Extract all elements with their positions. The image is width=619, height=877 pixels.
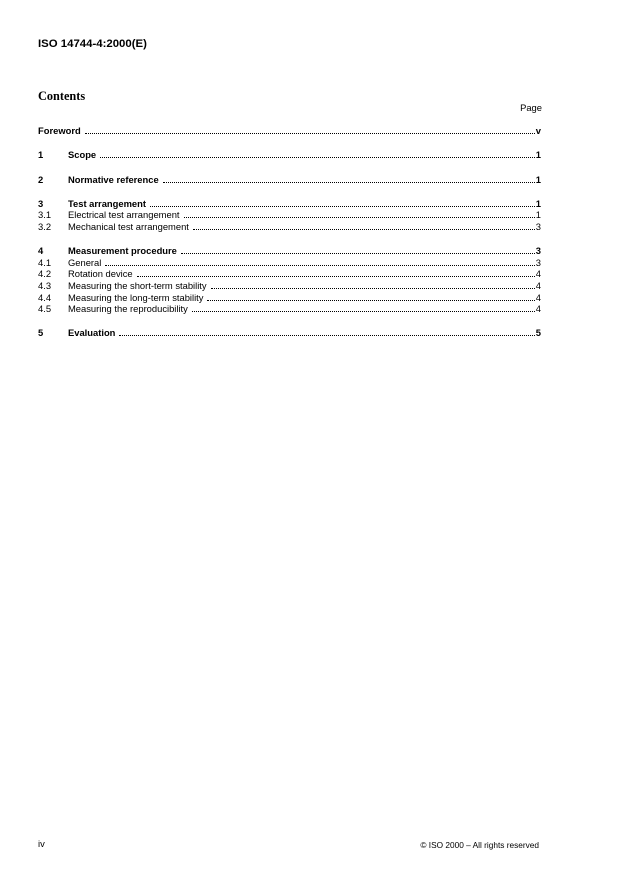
toc-entry-page: 1	[535, 209, 541, 221]
toc-entry-title: Evaluation	[68, 327, 116, 339]
toc-entry-title: Measuring the short-term stability	[68, 279, 207, 291]
toc-entry-number: 4.1	[38, 256, 52, 268]
toc-entry-page: 5	[535, 327, 541, 339]
dot-leader	[211, 288, 535, 289]
toc-entry-rotation-device	[38, 268, 541, 280]
toc-entry-page: 3	[535, 245, 541, 257]
toc-entry-measurement-procedure	[38, 245, 541, 257]
page-column-label: Page	[520, 101, 542, 113]
toc-entry-number: 4.4	[38, 291, 52, 303]
toc-entry-evaluation	[38, 327, 541, 339]
toc-entry-page: 1	[535, 149, 541, 161]
toc-entry-normative-reference	[38, 174, 541, 186]
toc-entry-page: 1	[535, 173, 541, 185]
toc-entry-number: 3.2	[38, 220, 52, 232]
toc-entry-page: 4	[535, 268, 541, 280]
dot-leader	[105, 265, 534, 266]
toc-entry-title: Measuring the reproducibility	[68, 303, 188, 315]
toc-entry-title: Test arrangement	[68, 197, 146, 209]
toc-entry-page: 3	[535, 220, 541, 232]
toc-entry-page: 4	[535, 279, 541, 291]
toc-entry-number: 4.3	[38, 279, 52, 291]
toc-entry-general	[38, 257, 541, 269]
toc-entry-page: 3	[535, 256, 541, 268]
footer-page-number: iv	[38, 837, 45, 849]
dot-leader	[85, 133, 535, 134]
toc-entry-page: v	[535, 125, 541, 137]
toc-entry-electrical-test-arrangement	[38, 209, 541, 221]
toc-entry-foreword	[38, 125, 541, 137]
toc-entry-number: 4	[38, 245, 44, 257]
toc-entry-title: General	[68, 256, 102, 268]
dot-leader	[181, 253, 535, 254]
toc-entry-reproducibility	[38, 303, 541, 315]
toc-entry-mechanical-test-arrangement	[38, 221, 541, 233]
table-of-contents	[38, 125, 541, 339]
toc-entry-short-term-stability	[38, 280, 541, 292]
toc-entry-page: 4	[535, 291, 541, 303]
toc-entry-title: Scope	[68, 149, 97, 161]
dot-leader	[193, 229, 535, 230]
document-id-header: ISO 14744-4:2000(E)	[38, 38, 147, 50]
toc-entry-number: 5	[38, 327, 44, 339]
toc-entry-long-term-stability	[38, 292, 541, 304]
toc-entry-number: 3	[38, 197, 44, 209]
contents-heading: Contents	[38, 89, 86, 103]
dot-leader	[119, 335, 534, 336]
toc-entry-number: 4.2	[38, 268, 52, 280]
footer-copyright: © ISO 2000 – All rights reserved	[420, 840, 539, 850]
dot-leader	[137, 276, 535, 277]
toc-entry-number: 1	[38, 149, 44, 161]
toc-entry-title: Rotation device	[68, 268, 133, 280]
toc-entry-scope	[38, 149, 541, 161]
dot-leader	[150, 206, 535, 207]
toc-entry-title: Electrical test arrangement	[68, 209, 180, 221]
toc-entry-title: Normative reference	[68, 173, 159, 185]
dot-leader	[184, 217, 535, 218]
dot-leader	[100, 157, 535, 158]
dot-leader	[207, 300, 534, 301]
toc-entry-page: 1	[535, 197, 541, 209]
toc-entry-page: 4	[535, 303, 541, 315]
toc-entry-title: Measurement procedure	[68, 245, 177, 257]
toc-entry-number: 2	[38, 173, 44, 185]
toc-entry-number: 4.5	[38, 303, 52, 315]
toc-entry-title: Mechanical test arrangement	[68, 220, 189, 232]
toc-entry-title: Measuring the long-term stability	[68, 291, 204, 303]
toc-entry-title: Foreword	[38, 125, 81, 137]
dot-leader	[163, 182, 535, 183]
toc-entry-test-arrangement	[38, 198, 541, 210]
toc-entry-number: 3.1	[38, 209, 52, 221]
dot-leader	[192, 311, 535, 312]
